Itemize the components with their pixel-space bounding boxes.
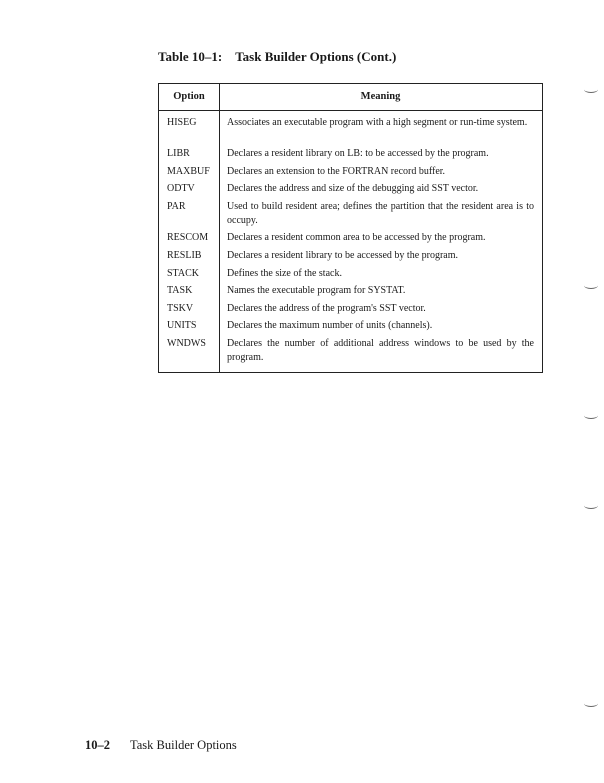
option-meaning: Names the executable program for SYSTAT. [227, 285, 406, 296]
column-divider [219, 84, 220, 372]
option-name: UNITS [167, 320, 197, 331]
table-caption: Task Builder Options (Cont.) [235, 49, 397, 64]
table-title [158, 49, 396, 65]
option-meaning: Declares a resident library to be accessed by the program. [227, 250, 459, 261]
option-name: LIBR [167, 148, 190, 159]
option-name: ODTV [167, 183, 195, 194]
footer-section-title: Task Builder Options [130, 738, 237, 752]
binding-mark [584, 86, 598, 93]
option-meaning: Declares a resident common area to be accessed by the program. [227, 232, 486, 243]
option-name: PAR [167, 201, 186, 212]
header-meaning: Meaning [360, 91, 401, 102]
header-option: Option [173, 91, 205, 102]
option-name: TASK [167, 285, 193, 296]
option-name: WNDWS [167, 338, 206, 349]
option-meaning: Declares an extension to the FORTRAN record buffer. [227, 166, 446, 177]
binding-mark [584, 502, 598, 509]
option-name: TSKV [167, 303, 194, 314]
page-number: 10–2 [85, 738, 110, 752]
option-meaning: Declares a resident library on LB: to be accessed by the program. [227, 148, 489, 159]
option-meaning: Declares the address and size of the debugging aid SST vector. [227, 183, 479, 194]
options-table [158, 83, 543, 373]
option-name: RESLIB [167, 250, 202, 261]
binding-mark [584, 282, 598, 289]
option-meaning: Declares the maximum number of units (channels). [227, 320, 433, 331]
option-meaning: Declares the address of the program's SST vector. [227, 303, 426, 314]
table-number: Table 10–1: [158, 49, 223, 64]
option-meaning: Declares the number of additional address windows to be used by the program. [227, 338, 534, 363]
table-header [159, 84, 542, 111]
option-name: STACK [167, 268, 199, 279]
option-name: HISEG [167, 117, 197, 128]
binding-mark [584, 412, 598, 419]
option-meaning: Defines the size of the stack. [227, 268, 342, 279]
option-meaning: Used to build resident area; defines the partition that the resident area is to occupy. [227, 201, 534, 226]
option-meaning: Associates an executable program with a high segment or run-time system. [227, 117, 528, 128]
binding-mark [584, 700, 598, 707]
option-name: MAXBUF [167, 166, 210, 177]
option-name: RESCOM [167, 232, 209, 243]
